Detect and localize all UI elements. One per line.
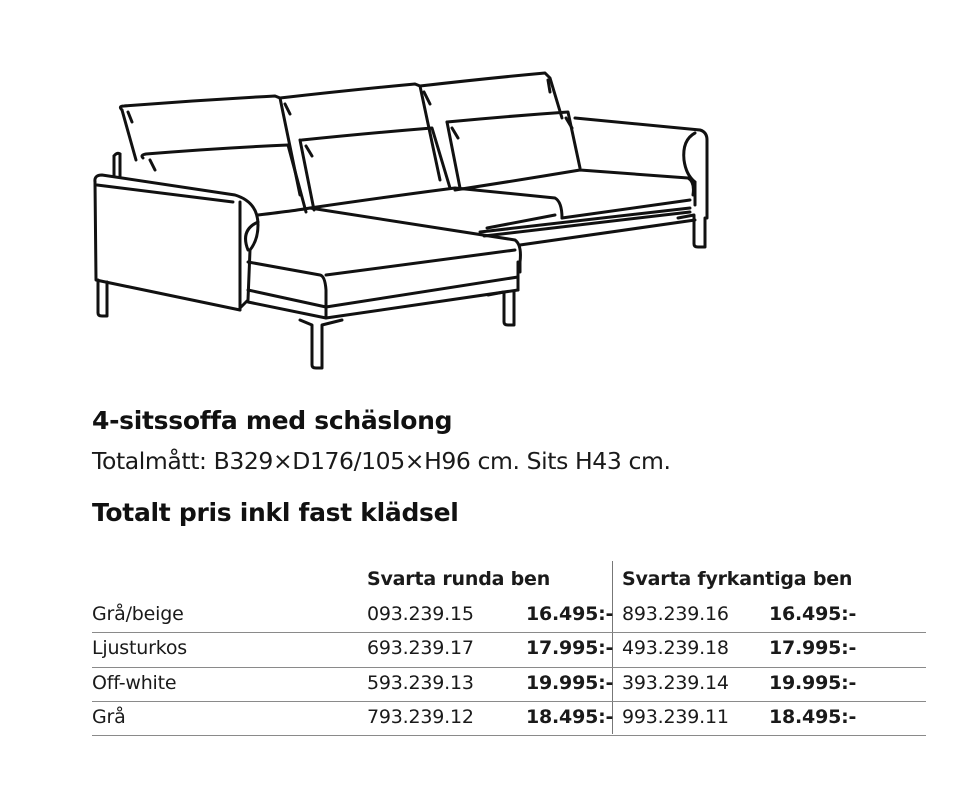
column-header-square-legs: Svarta fyrkantiga ben [622,568,853,590]
sofa-drawing-icon [88,66,718,372]
price-table [92,561,926,736]
cover-color: Off-white [92,671,177,694]
table-header [92,561,926,599]
table-row [92,633,926,667]
cover-color: Grå/beige [92,603,184,625]
product-title: 4-sitssoffa med schäslong [92,406,453,435]
price-round: 19.995:- [526,671,614,694]
price-heading: Totalt pris inkl fast klädsel [92,498,459,527]
article-number-round: 793.239.12 [367,705,474,728]
article-number-square: 493.239.18 [622,637,729,660]
article-number-round: 593.239.13 [367,671,474,694]
table-row [92,599,926,633]
price-round: 17.995:- [526,637,614,660]
article-number-round: 093.239.15 [367,603,474,625]
table-row [92,668,926,702]
price-square: 17.995:- [769,637,857,660]
price-square: 18.495:- [769,705,857,728]
price-round: 16.495:- [526,603,614,625]
article-number-square: 893.239.16 [622,603,729,625]
sofa-illustration [88,66,718,372]
column-header-round-legs: Svarta runda ben [367,568,551,590]
table-row [92,702,926,736]
article-number-square: 393.239.14 [622,671,729,694]
price-square: 16.495:- [769,603,857,625]
price-square: 19.995:- [769,671,857,694]
article-number-square: 993.239.11 [622,705,729,728]
article-number-round: 693.239.17 [367,637,474,660]
cover-color: Grå [92,705,126,728]
price-round: 18.495:- [526,705,614,728]
cover-color: Ljusturkos [92,637,187,660]
product-dimensions: Totalmått: B329×D176/105×H96 cm. Sits H43 cm. [92,447,671,475]
